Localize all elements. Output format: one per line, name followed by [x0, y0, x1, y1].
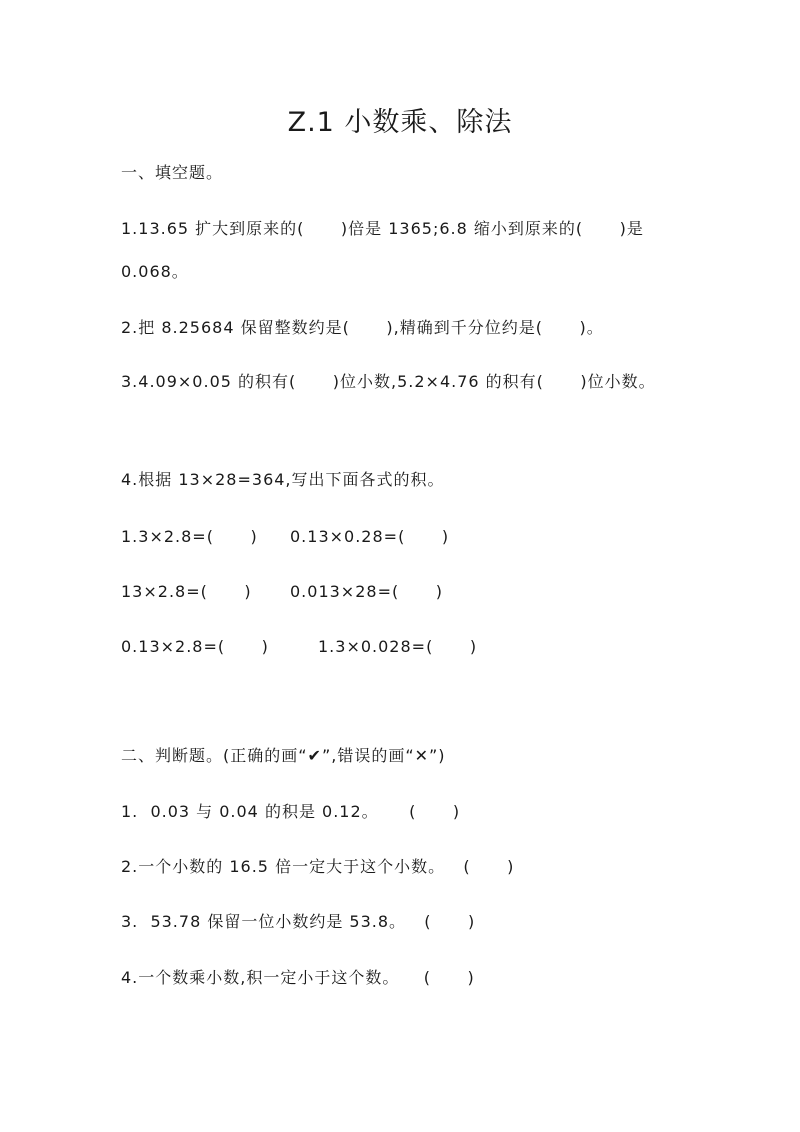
judge-question-1: 1. 0.03 与 0.04 的积是 0.12。 ( ) [121, 802, 461, 821]
q4-row1-item-a: 1.3×2.8=( ) [121, 527, 258, 546]
q4-row2-item-b: 0.013×28=( ) [290, 582, 443, 601]
question-2: 2.把 8.25684 保留整数约是( ),精确到千分位约是( )。 [121, 318, 604, 337]
question-1-line-1: 1.13.65 扩大到原来的( )倍是 1365;6.8 缩小到原来的( )是 [121, 219, 644, 238]
section1-heading: 一、填空题。 [121, 163, 224, 182]
question-4: 4.根据 13×28=364,写出下面各式的积。 [121, 470, 445, 489]
judge-question-3: 3. 53.78 保留一位小数约是 53.8。 ( ) [121, 912, 476, 931]
q4-row2-item-a: 13×2.8=( ) [121, 582, 252, 601]
judge-question-2: 2.一个小数的 16.5 倍一定大于这个小数。 ( ) [121, 857, 515, 876]
judge-question-4: 4.一个数乘小数,积一定小于这个数。 ( ) [121, 968, 475, 987]
q4-row3-item-b: 1.3×0.028=( ) [318, 637, 478, 656]
question-1-line-2: 0.068。 [121, 262, 189, 281]
page-title: Z.1 小数乘、除法 [287, 107, 513, 138]
question-3: 3.4.09×0.05 的积有( )位小数,5.2×4.76 的积有( )位小数。 [121, 372, 656, 391]
q4-row1-item-b: 0.13×0.28=( ) [290, 527, 450, 546]
q4-row3-item-a: 0.13×2.8=( ) [121, 637, 269, 656]
section2-heading: 二、判断题。(正确的画“✔”,错误的画“✕”) [121, 746, 446, 765]
